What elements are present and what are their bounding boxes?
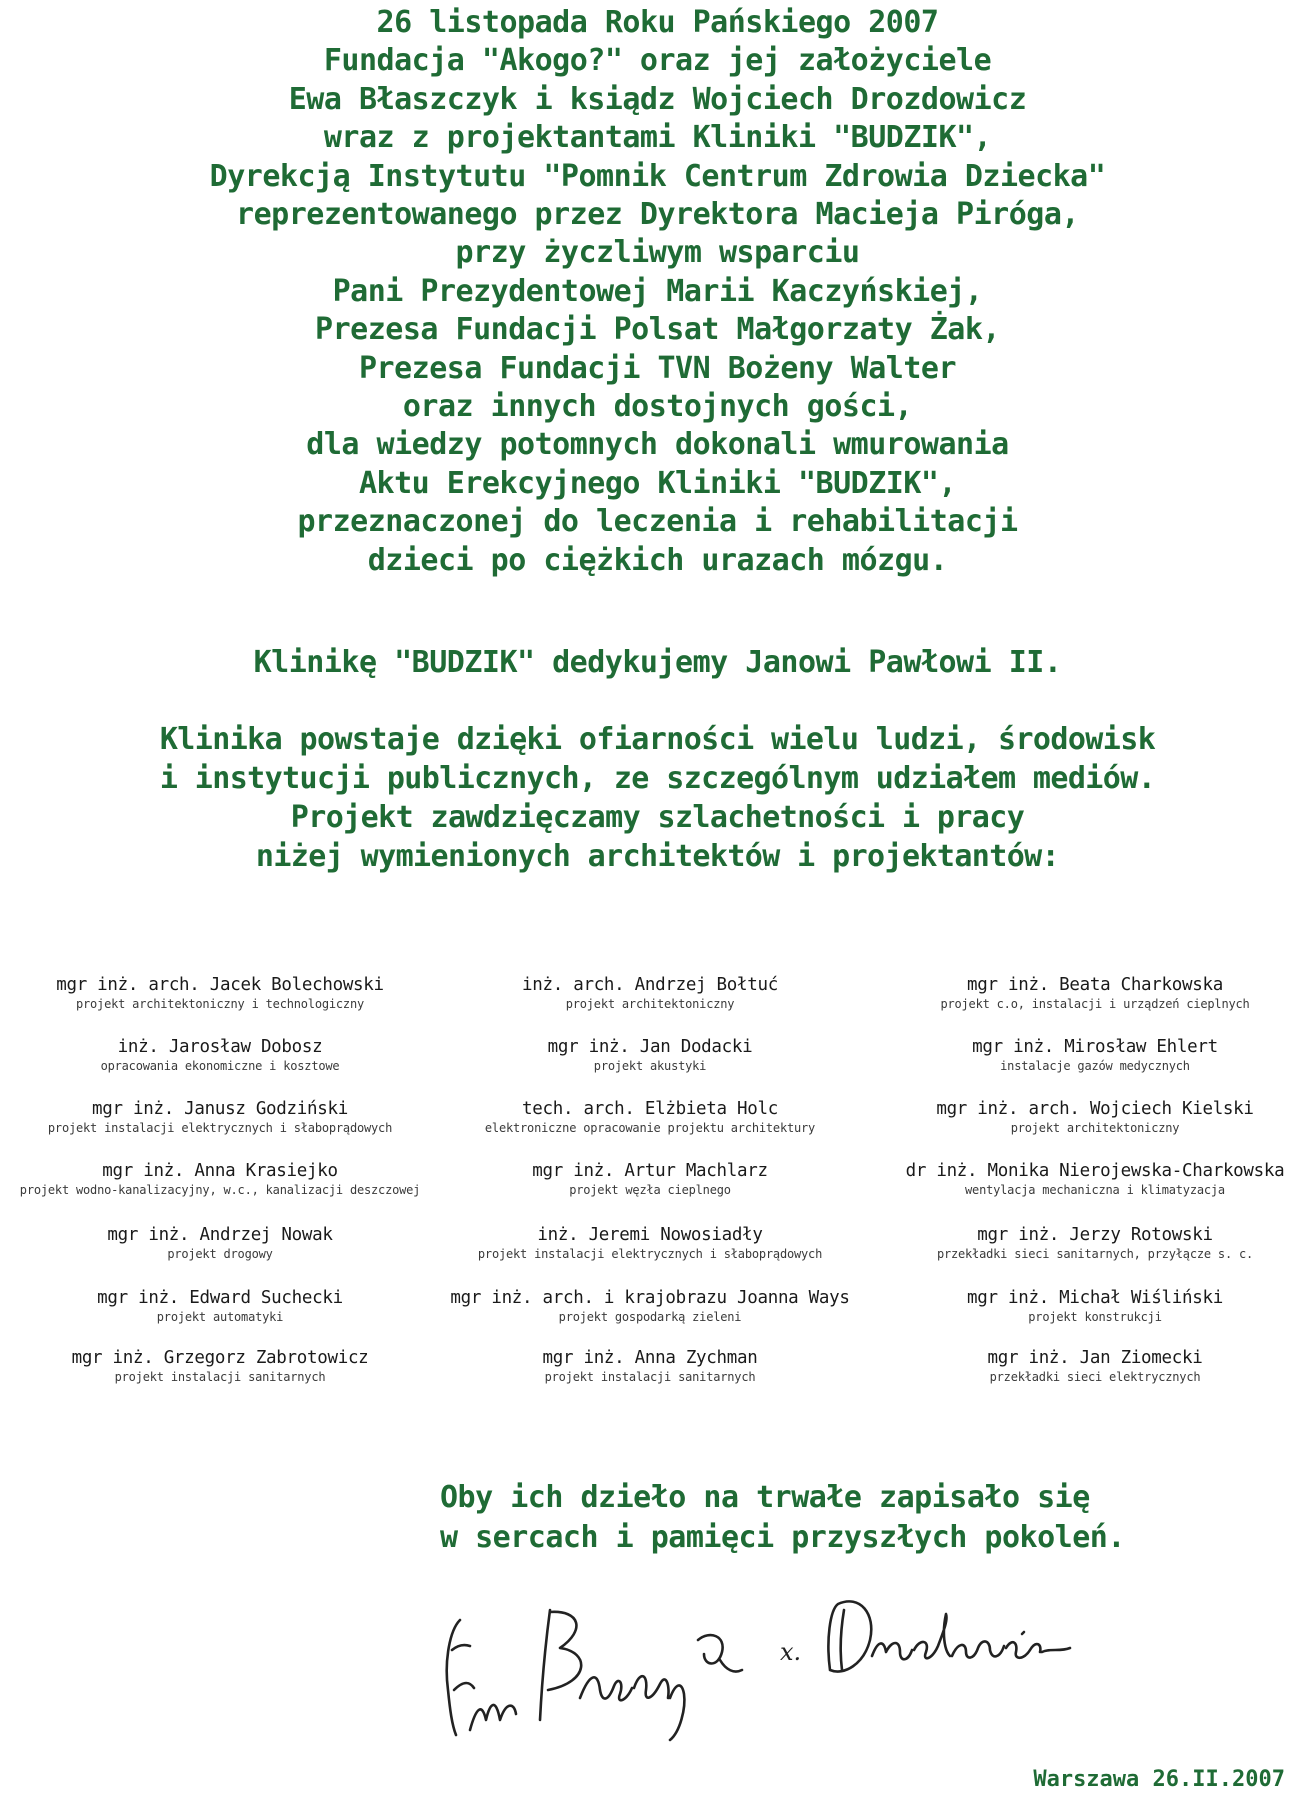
designer-role: projekt instalacji elektrycznych i słaboprądowych <box>477 1247 823 1261</box>
designer-role: projekt instalacji elektrycznych i słaboprądowych <box>47 1121 393 1135</box>
designer-name: mgr inż. Beata Charkowska <box>967 975 1223 995</box>
intro-line: dla wiedzy potomnych dokonali wmurowania <box>306 427 1009 463</box>
closing-line: Oby ich dzieło na trwałe zapisało się <box>440 1480 1090 1515</box>
designer-entry <box>0 1287 440 1325</box>
designer-role: projekt węzła cieplnego <box>569 1183 731 1197</box>
designer-role: instalacje gazów medycznych <box>1000 1059 1190 1073</box>
designer-entry <box>875 1098 1315 1136</box>
designer-role: projekt drogowy <box>167 1247 273 1261</box>
designer-role: projekt c.o, instalacji i urządzeń cieplnych <box>940 997 1250 1011</box>
designer-role: przekładki sieci elektrycznych <box>989 1370 1201 1384</box>
designer-entry <box>875 1160 1315 1198</box>
designer-role: projekt architektoniczny <box>565 997 735 1011</box>
designer-entry <box>0 974 440 1012</box>
designer-entry <box>875 1036 1315 1074</box>
dedication-line: Klinikę "BUDZIK" dedykujemy Janowi Pawłowi II. <box>253 645 1062 680</box>
designer-name: mgr inż. Jerzy Rotowski <box>977 1225 1213 1245</box>
signature-ewa-blaszczyk <box>430 1590 760 1750</box>
designer-role: projekt architektoniczny <box>1010 1121 1180 1135</box>
intro-line: przy życzliwym wsparciu <box>455 235 860 271</box>
designer-name: inż. arch. Andrzej Bołtuć <box>522 975 778 995</box>
acknowledgment-line: Klinika powstaje dzięki ofiarności wielu ludzi, środowisk <box>159 722 1156 757</box>
signature-drozdowicz <box>760 1590 1100 1710</box>
designer-name: mgr inż. Anna Krasiejko <box>102 1161 338 1181</box>
designer-entry <box>875 1224 1315 1262</box>
intro-line: dzieci po ciężkich urazach mózgu. <box>367 542 948 578</box>
designers-list <box>0 974 1315 1434</box>
intro-line: 26 listopada Roku Pańskiego 2007 <box>376 5 939 40</box>
designer-name: mgr inż. Jan Ziomecki <box>987 1348 1203 1368</box>
intro-line: Aktu Erekcyjnego Kliniki "BUDZIK", <box>358 465 957 501</box>
intro-line: Dyrekcją Instytutu "Pomnik Centrum Zdrowia Dziecka" <box>209 158 1106 194</box>
intro-line: Pani Prezydentowej Marii Kaczyńskiej, <box>332 273 983 309</box>
designer-entry <box>0 1160 440 1198</box>
designer-name: inż. Jarosław Dobosz <box>117 1037 323 1057</box>
designer-role: projekt gospodarką zieleni <box>558 1310 742 1324</box>
signature-prefix: x. <box>780 1638 802 1666</box>
place-and-date: Warszawa 26.II.2007 <box>1033 1767 1285 1792</box>
designer-name: mgr inż. arch. Wojciech Kielski <box>936 1099 1254 1119</box>
designer-role: projekt wodno-kanalizacyjny, w.c., kanalizacji deszczowej <box>19 1183 421 1197</box>
designer-role: projekt instalacji sanitarnych <box>544 1370 756 1384</box>
designer-name: inż. Jeremi Nowosiadły <box>537 1225 763 1245</box>
designer-entry <box>430 1098 870 1136</box>
designer-name: mgr inż. Andrzej Nowak <box>107 1225 333 1245</box>
intro-line: wraz z projektantami Kliniki "BUDZIK", <box>323 120 992 156</box>
designer-name: mgr inż. arch. Jacek Bolechowski <box>56 975 384 995</box>
designer-role: projekt instalacji sanitarnych <box>114 1370 326 1384</box>
designer-entry <box>430 1160 870 1198</box>
intro-paragraph <box>0 4 1315 580</box>
designer-entry <box>875 974 1315 1012</box>
designer-name: tech. arch. Elżbieta Holc <box>522 1099 778 1119</box>
designer-entry <box>875 1287 1315 1325</box>
designer-name: mgr inż. Edward Suchecki <box>97 1288 343 1308</box>
designer-name: mgr inż. Janusz Godziński <box>92 1099 348 1119</box>
designer-role: przekładki sieci sanitarnych, przyłącze s. c. <box>936 1247 1254 1261</box>
designer-name: mgr inż. arch. i krajobrazu Joanna Ways <box>450 1288 850 1308</box>
signatures-area <box>430 1590 1190 1750</box>
designer-role: projekt architektoniczny i technologiczny <box>75 997 364 1011</box>
designer-entry <box>0 1347 440 1385</box>
designer-role: projekt akustyki <box>593 1059 707 1073</box>
designer-entry <box>430 1287 870 1325</box>
designer-entry <box>430 974 870 1012</box>
designer-role: opracowania ekonomiczne i kosztowe <box>100 1059 340 1073</box>
designer-entry <box>430 1036 870 1074</box>
designer-name: mgr inż. Michał Wiśliński <box>967 1288 1223 1308</box>
designer-entry <box>430 1224 870 1262</box>
acknowledgment-line: Projekt zawdzięczamy szlachetności i pracy <box>290 800 1025 835</box>
acknowledgment-line: niżej wymienionych architektów i projektantów: <box>255 839 1060 874</box>
designer-name: mgr inż. Mirosław Ehlert <box>972 1037 1218 1057</box>
designer-name: mgr inż. Anna Zychman <box>542 1348 758 1368</box>
designer-role: elektroniczne opracowanie projektu architektury <box>484 1121 816 1135</box>
designer-role: wentylacja mechaniczna i klimatyzacja <box>965 1183 1225 1197</box>
intro-line: oraz innych dostojnych gości, <box>402 389 913 425</box>
designer-entry <box>875 1347 1315 1385</box>
closing-paragraph <box>440 1478 1300 1558</box>
intro-line: Fundacja "Akogo?" oraz jej założyciele <box>323 43 992 79</box>
intro-line: Prezesa Fundacji Polsat Małgorzaty Żak, <box>315 312 1000 348</box>
acknowledgment-line: i instytucji publicznych, ze szczególnym udziałem mediów. <box>159 761 1156 796</box>
designer-name: mgr inż. Jan Dodacki <box>547 1037 753 1057</box>
intro-line: Prezesa Fundacji TVN Bożeny Walter <box>358 350 957 386</box>
intro-line: przeznaczonej do leczenia i rehabilitacji <box>297 504 1018 540</box>
intro-line: reprezentowanego przez Dyrektora Macieja Piróga, <box>236 197 1079 233</box>
designer-role: projekt automatyki <box>156 1310 284 1324</box>
designer-name: mgr inż. Artur Machlarz <box>532 1161 768 1181</box>
designer-name: mgr inż. Grzegorz Zabrotowicz <box>71 1348 369 1368</box>
designer-entry <box>430 1347 870 1385</box>
designer-entry <box>0 1224 440 1262</box>
designer-entry <box>0 1036 440 1074</box>
designer-name: dr inż. Monika Nierojewska-Charkowska <box>905 1161 1285 1181</box>
designer-entry <box>0 1098 440 1136</box>
designer-role: projekt konstrukcji <box>1028 1310 1162 1324</box>
intro-line: Ewa Błaszczyk i ksiądz Wojciech Drozdowicz <box>288 81 1027 117</box>
acknowledgment-paragraph <box>0 720 1315 876</box>
closing-line: w sercach i pamięci przyszłych pokoleń. <box>440 1520 1125 1555</box>
